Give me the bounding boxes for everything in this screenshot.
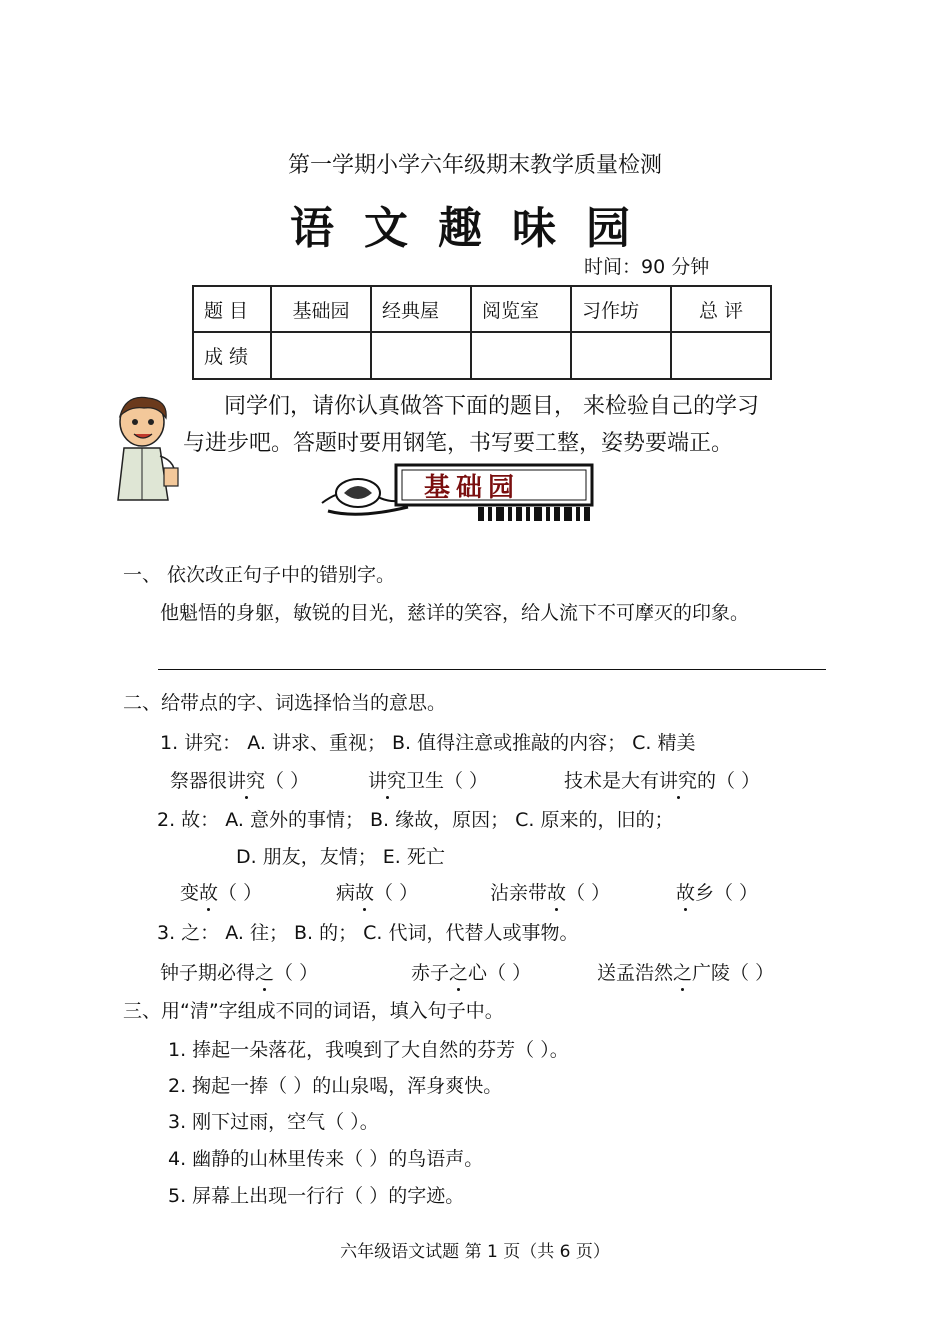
intro-line-1: 同学们，请你认真做答下面的题目， 来检验自己的学习 xyxy=(224,394,759,419)
score-cell[interactable] xyxy=(471,332,571,379)
section3-item: 2. 掬起一捧（ ）的山泉喝，浑身爽快。 xyxy=(168,1075,503,1097)
exam-title: 语文趣味园 xyxy=(290,203,660,254)
q1-item: 祭器很讲究（ ） xyxy=(170,770,310,792)
q2-item: 变故（ ） xyxy=(180,882,263,904)
student-cartoon-icon xyxy=(108,392,188,502)
q3-definitions: 3. 之： A. 往； B. 的； C. 代词，代替人或事物。 xyxy=(157,922,579,944)
score-header-basic: 基础园 xyxy=(271,286,371,332)
section1-heading: 一、 依次改正句子中的错别字。 xyxy=(123,564,396,586)
intro-line-2: 与进步吧。答题时要用钢笔，书写要工整，姿势要端正。 xyxy=(183,431,734,456)
section1-sentence: 他魁悟的身躯，敏锐的目光，慈详的笑容，给人流下不可摩灭的印象。 xyxy=(160,602,750,624)
q3-item: 送孟浩然之广陵（ ） xyxy=(597,962,775,984)
q2-item: 沾亲带故（ ） xyxy=(490,882,611,904)
section3-heading: 三、用“清”字组成不同的词语，填入句子中。 xyxy=(123,1000,504,1022)
score-row-label: 成 绩 xyxy=(193,332,271,379)
score-cell[interactable] xyxy=(271,332,371,379)
score-header-writing: 习作坊 xyxy=(571,286,671,332)
score-table xyxy=(192,285,772,380)
score-cell[interactable] xyxy=(571,332,671,379)
q1-definitions: 1. 讲究： A. 讲求、重视； B. 值得注意或推敲的内容； C. 精美 xyxy=(160,732,696,754)
q3-item: 赤子之心（ ） xyxy=(411,962,532,984)
banner-label: 基础园 xyxy=(424,473,521,503)
score-header-total: 总 评 xyxy=(671,286,771,332)
answer-line[interactable] xyxy=(158,669,826,670)
time-limit: 时间：90 分钟 xyxy=(584,256,710,278)
section3-item: 1. 捧起一朵落花，我嗅到了大自然的芬芳（ ）。 xyxy=(168,1039,569,1061)
q3-item: 钟子期必得之（ ） xyxy=(160,962,319,984)
q2-definitions-cont: D. 朋友，友情； E. 死亡 xyxy=(236,846,445,868)
q1-item: 技术是大有讲究的（ ） xyxy=(564,770,761,792)
score-header-classic: 经典屋 xyxy=(371,286,471,332)
score-header-item: 题 目 xyxy=(193,286,271,332)
section2-heading: 二、给带点的字、词选择恰当的意思。 xyxy=(123,692,447,714)
page-footer: 六年级语文试题 第 1 页（共 6 页） xyxy=(340,1242,610,1262)
section3-item: 4. 幽静的山林里传来（ ）的鸟语声。 xyxy=(168,1148,484,1170)
q1-item: 讲究卫生（ ） xyxy=(368,770,489,792)
q2-item: 故乡（ ） xyxy=(676,882,759,904)
exam-subtitle: 第一学期小学六年级期末教学质量检测 xyxy=(287,153,662,178)
score-header-reading: 阅览室 xyxy=(471,286,571,332)
q2-definitions: 2. 故： A. 意外的事情； B. 缘故，原因； C. 原来的，旧的； xyxy=(157,809,674,831)
section3-item: 5. 屏幕上出现一行行（ ）的字迹。 xyxy=(168,1185,465,1207)
score-cell[interactable] xyxy=(371,332,471,379)
section3-item: 3. 刚下过雨，空气（ ）。 xyxy=(168,1111,379,1133)
q2-item: 病故（ ） xyxy=(336,882,419,904)
score-cell[interactable] xyxy=(671,332,771,379)
